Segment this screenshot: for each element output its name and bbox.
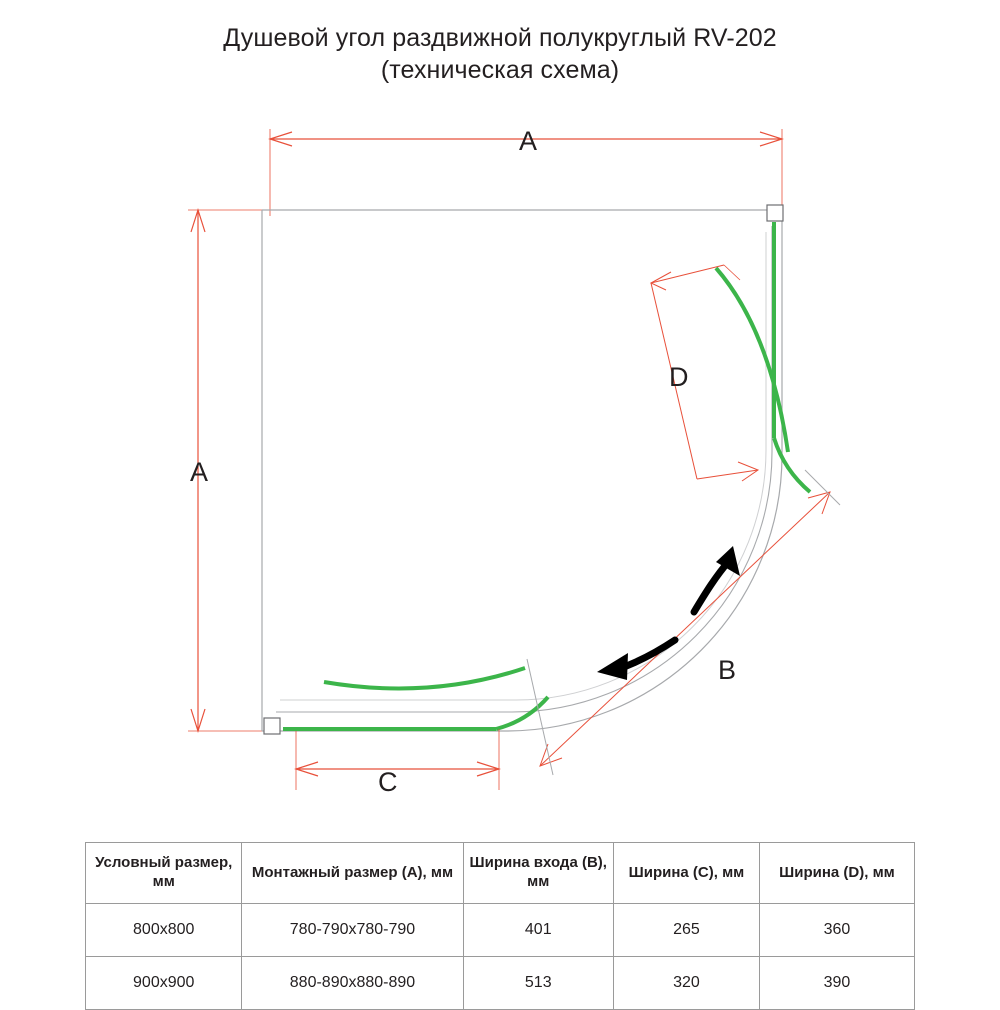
- table-cell: 320: [614, 957, 760, 1010]
- table-cell: 513: [463, 957, 613, 1010]
- dimension-b: [527, 470, 840, 775]
- table-cell: 265: [614, 904, 760, 957]
- wall-profile-top: [767, 205, 783, 221]
- table-header-cell: Ширина (D), мм: [759, 843, 914, 904]
- table-row: [86, 957, 915, 1010]
- table-header-cell: Ширина (C), мм: [614, 843, 760, 904]
- table-cell: 390: [759, 957, 914, 1010]
- dimension-c: [296, 729, 499, 790]
- enclosure-outline: [262, 210, 782, 731]
- label-a-left: A: [190, 457, 209, 487]
- label-d: D: [669, 362, 689, 392]
- table-cell: 880-890x880-890: [242, 957, 463, 1010]
- table-cell: 780-790x780-790: [242, 904, 463, 957]
- table-cell: 401: [463, 904, 613, 957]
- table-header-row: [86, 843, 915, 904]
- label-c: C: [378, 767, 398, 797]
- label-a-top: A: [519, 126, 538, 156]
- wall-profile-left: [264, 718, 280, 734]
- label-b: B: [718, 655, 737, 685]
- table-header-cell: Условный размер, мм: [86, 843, 242, 904]
- table-header-cell: Монтажный размер (A), мм: [242, 843, 463, 904]
- table-cell: 900x900: [86, 957, 242, 1010]
- page-title-line2: (техническая схема): [380, 56, 620, 84]
- motion-arrow-up: [694, 546, 740, 612]
- sliding-door-leaf-right: [716, 268, 788, 452]
- table-cell: 360: [759, 904, 914, 957]
- glass-panel-vertical: [774, 222, 810, 492]
- glass-panel-horizontal: [283, 697, 548, 729]
- page-title-line1: Душевой угол раздвижной полукруглый RV-202: [223, 24, 777, 52]
- specification-table: [85, 842, 915, 1010]
- dimension-d: [651, 265, 758, 481]
- table-cell: 800x800: [86, 904, 242, 957]
- sliding-door-leaf-bottom: [324, 668, 525, 688]
- table-header-cell: Ширина входа (B), мм: [463, 843, 613, 904]
- table-row: [86, 904, 915, 957]
- motion-arrow-down: [597, 640, 675, 680]
